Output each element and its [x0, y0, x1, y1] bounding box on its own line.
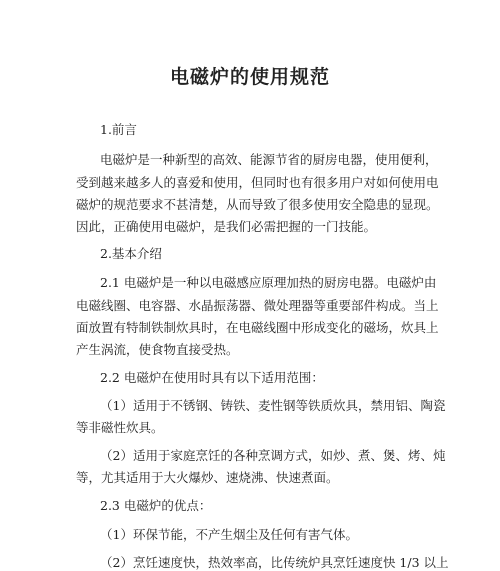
subsection-2-2: 2.2 电磁炉在使用时具有以下适用范围： [100, 370, 324, 385]
subsection-2-3: 2.3 电磁炉的优点： [100, 498, 212, 513]
paragraph-line: 磁炉的规范要求不甚清楚，从而导致了很多使用安全隐患的显现。 [76, 197, 439, 212]
paragraph-line: 因此，正确使用电磁炉，是我们必需把握的一门技能。 [76, 219, 377, 234]
paragraph-line: 等，尤其适用于大火爆炒、速烧沸、快速煮面。 [76, 470, 339, 485]
section-1-heading: 1.前言 [100, 122, 137, 137]
paragraph-line: 面放置有特制铁制炊具时，在电磁线圈中形成变化的磁场，炊具上 [76, 320, 439, 335]
paragraph-line: 产生涡流，使食物直接受热。 [76, 342, 239, 357]
paragraph-line: （1）环保节能，不产生烟尘及任何有害气体。 [100, 527, 358, 542]
section-2-heading: 2.基本介绍 [100, 246, 162, 261]
paragraph-line: （1）适用于不锈钢、铸铁、麦性钢等铁质炊具，禁用铝、陶瓷 [100, 398, 446, 413]
document-title: 电磁炉的使用规范 [169, 66, 330, 88]
paragraph-line: （2）适用于家庭烹饪的各种烹调方式，如炒、煮、煲、烤、炖 [100, 448, 446, 463]
paragraph-line: 受到越来越多人的喜爱和使用，但同时也有很多用户对如何使用电 [76, 175, 439, 190]
paragraph-line: 等非磁性炊具。 [76, 420, 164, 435]
paragraph-line: 电磁炉是一种新型的高效、能源节省的厨房电器，使用便利， [100, 152, 438, 167]
paragraph-line: （2）烹饪速度快，热效率高，比传统炉具烹饪速度快 1/3 以上 [100, 555, 449, 570]
paragraph-line: 电磁线圈、电容器、水晶振荡器、微处理器等重要部件构成。当上 [76, 298, 439, 313]
paragraph-line: 2.1 电磁炉是一种以电磁感应原理加热的厨房电器。电磁炉由 [100, 275, 437, 290]
